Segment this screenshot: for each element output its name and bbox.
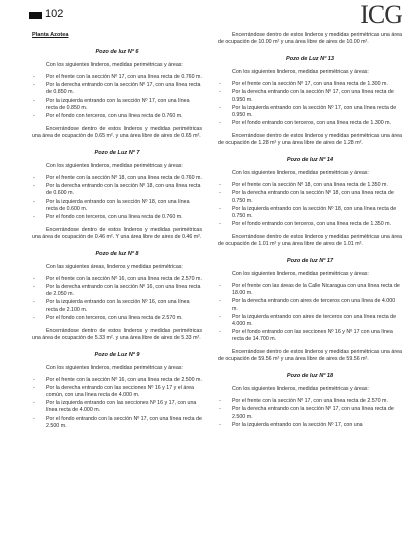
pozo-13-closing: Encerrándose dentro de estos linderos y medidas perimétricas una área de ocupación de 1.28 m² y una área libre de aires de 1.28 m². [218, 132, 402, 147]
left-column [32, 32, 202, 436]
pozo-8-intro: Con las siguientes áreas, linderos y medidas perimétricas: [46, 264, 183, 271]
list-item: - Por la derecha entrando con aires de terceros con una línea de 4.000 m. [218, 298, 402, 312]
pozo-13-title: Pozo de Luz Nº 13 [285, 56, 335, 63]
list-item: - Por la derecha entrando con la sección Nº 17, con una línea recta de 0.850 m. [32, 82, 202, 96]
list-item: - Por la derecha entrando con la sección Nº 18, con una línea recta de 0.750 m. [218, 190, 402, 204]
list-item: - Por el frente con la sección Nº 17, con una línea recta de 1.300 m. [218, 81, 402, 88]
right-column [218, 32, 402, 435]
list-item: - Por el frente con la sección Nº 17, con una línea recta de 0.760 m. [32, 74, 202, 81]
page-number: 102 [45, 8, 64, 20]
list-item: - Por la izquierda entrando con la sección Nº 17, con una línea recta de 0.950 m. [218, 105, 402, 119]
pozo-14-title: Pozo de luz Nº 14 [286, 157, 334, 164]
pozo-13-intro: Con los siguientes linderos, medidas perimétricas y áreas: [232, 69, 369, 76]
pozo-6-closing: Encerrándose dentro de estos linderos y medidas perimétricas una área de ocupación de 0.65 m². y una área libre de aires de 0.65 m². [32, 125, 202, 139]
list-item: - Por el frente con la sección Nº 16, con una línea recta de 2.570 m. [32, 276, 202, 283]
list-item: - Por el fondo entrando con las secciones Nº 16 y Nº 17 con una línea recta de 14.700 m. [218, 329, 402, 343]
list-item: - Por el frente con la sección Nº 18, con una línea recta de 0.760 m. [32, 175, 202, 182]
pozo-13-list [218, 81, 402, 127]
page-header [0, 0, 402, 30]
list-item: - Por el frente con la sección Nº 16, con una línea recta de 2.500 m. [32, 377, 202, 384]
list-item: - Por el fondo entrando con la sección Nº 17, con una línea recta de 2.500 m. [32, 416, 202, 430]
pozo-8-list [32, 276, 202, 322]
list-item: - Por la derecha entrando con la sección Nº 17, con una línea recta de 0.950 m. [218, 89, 402, 103]
pozo-17-list [218, 283, 402, 343]
pozo-9-closing: Encerrándose dentro de estos linderos y medidas perimétricas una área de ocupación de 10.00 m² y una área libre de aires de 10.00 m². [218, 32, 402, 46]
pozo-17-closing: Encerrándose dentro de estos linderos y medidas perimétricas una área de ocupación de 59.56 m² y una área libre de aires de 59.56 m². [218, 349, 402, 363]
pozo-18-title: Pozo de luz Nº 18 [286, 373, 334, 380]
list-item: - Por la izquierda entrando con la sección Nº 18, con una línea recta de 0.600 m. [32, 199, 202, 213]
list-item: - Por el fondo con terceros, con una línea recta de 0.760 m. [32, 214, 202, 221]
pozo-9-title: Pozo de Luz Nº 9 [94, 351, 140, 358]
pozo-6-title: Pozo de luz Nº 6 [95, 49, 139, 56]
pozo-8-closing: Encerrándose dentro de estos linderos y medidas perimétricas una área de ocupación de 5.33 m². y una área libre de aires de 5.33 m². [32, 327, 202, 341]
header-bar-mark [29, 12, 42, 19]
pozo-9-list [32, 377, 202, 430]
list-item: - Por el frente con la sección Nº 17, con una línea recta de 2.570 m. [218, 398, 402, 405]
list-item: - Por la izquierda entrando con las secciones Nº 16 y 17, con una línea recta de 4.000 m. [32, 400, 202, 414]
list-item: - Por la izquierda entrando con la sección Nº 17, con una línea recta de 0.850 m. [32, 98, 202, 112]
pozo-7-title: Pozo de Luz Nº 7 [94, 150, 140, 157]
pozo-14-intro: Con los siguientes linderos, medidas perimétricas y áreas: [232, 170, 369, 177]
list-item: - Por la izquierda entrando con aires de terceros con una línea recta de 4.000 m. [218, 314, 402, 328]
pozo-14-closing: Encerrándose dentro de estos linderos y medidas perimétricas una área de ocupación de 1.01 m² y una área libre de aires de 1.01 m². [218, 233, 402, 247]
pozo-18-list [218, 398, 402, 428]
pozo-14-list [218, 182, 402, 228]
list-item: - Por la derecha entrando con la sección Nº 18, con una línea recta de 0.600 m. [32, 183, 202, 197]
pozo-17-title: Pozo de luz Nº 17 [286, 258, 334, 265]
pozo-6-intro: Con los siguientes linderos, medidas perimétricas y áreas: [46, 62, 183, 69]
pozo-7-intro: Con los siguientes linderos, medidas perimétricas y áreas: [46, 163, 183, 170]
list-item: - Por el frente con las áreas de la Calle Nicaragua con una línea recta de 18.00 m. [218, 283, 402, 297]
list-item: - Por la derecha entrando con la sección Nº 17, con una línea recta de 2.500 m. [218, 406, 402, 420]
icg-logo: ICG [360, 0, 402, 29]
list-item: - Por la izquierda entrando con la sección Nº 17, con una [218, 422, 402, 429]
pozo-9-intro: Con los siguientes linderos, medidas perimétricas y áreas: [46, 365, 183, 371]
list-item: - Por el fondo con terceros, con una línea recta de 0.760 m. [32, 113, 202, 120]
list-item: - Por la izquierda entrando con la sección Nº 16, con una línea recta de 2.100 m. [32, 299, 202, 313]
list-item: - Por la derecha entrando con las secciones Nº 16 y 17 y el área común, con una línea recta de 4.000 m. [32, 385, 202, 399]
pozo-7-closing: Encerrándose dentro de estos linderos y medidas perimétricas una área de ocupación de 0.46 m². Y una área libre de aires de 0.46 m². [32, 226, 202, 240]
list-item: - Por el fondo entrando con terceros, con una línea recta de 1.350 m. [218, 221, 402, 228]
list-item: - Por el fondo entrando con terceros, con una línea recta de 1.300 m. [218, 120, 402, 127]
pozo-7-list [32, 175, 202, 221]
list-item: - Por la derecha entrando con la sección Nº 16, con una línea recta de 2.050 m. [32, 284, 202, 298]
list-item: - Por el fondo con terceros, con una línea recta de 2.570 m. [32, 315, 202, 322]
pozo-8-title: Pozo de luz Nº 8 [95, 250, 139, 257]
list-item: - Por el frente con la sección Nº 18, con una línea recta de 1.350 m. [218, 182, 402, 189]
pozo-18-intro: Con los siguientes linderos, medidas perimétricas y áreas: [232, 386, 369, 393]
list-item: - Por la izquierda entrando con la sección Nº 18, con una línea recta de 0.750 m. [218, 206, 402, 220]
pozo-17-intro: Con los siguientes linderos, medidas perimétricas y áreas: [232, 271, 369, 278]
pozo-6-list [32, 74, 202, 120]
section-title: Planta Azotea [32, 32, 69, 38]
